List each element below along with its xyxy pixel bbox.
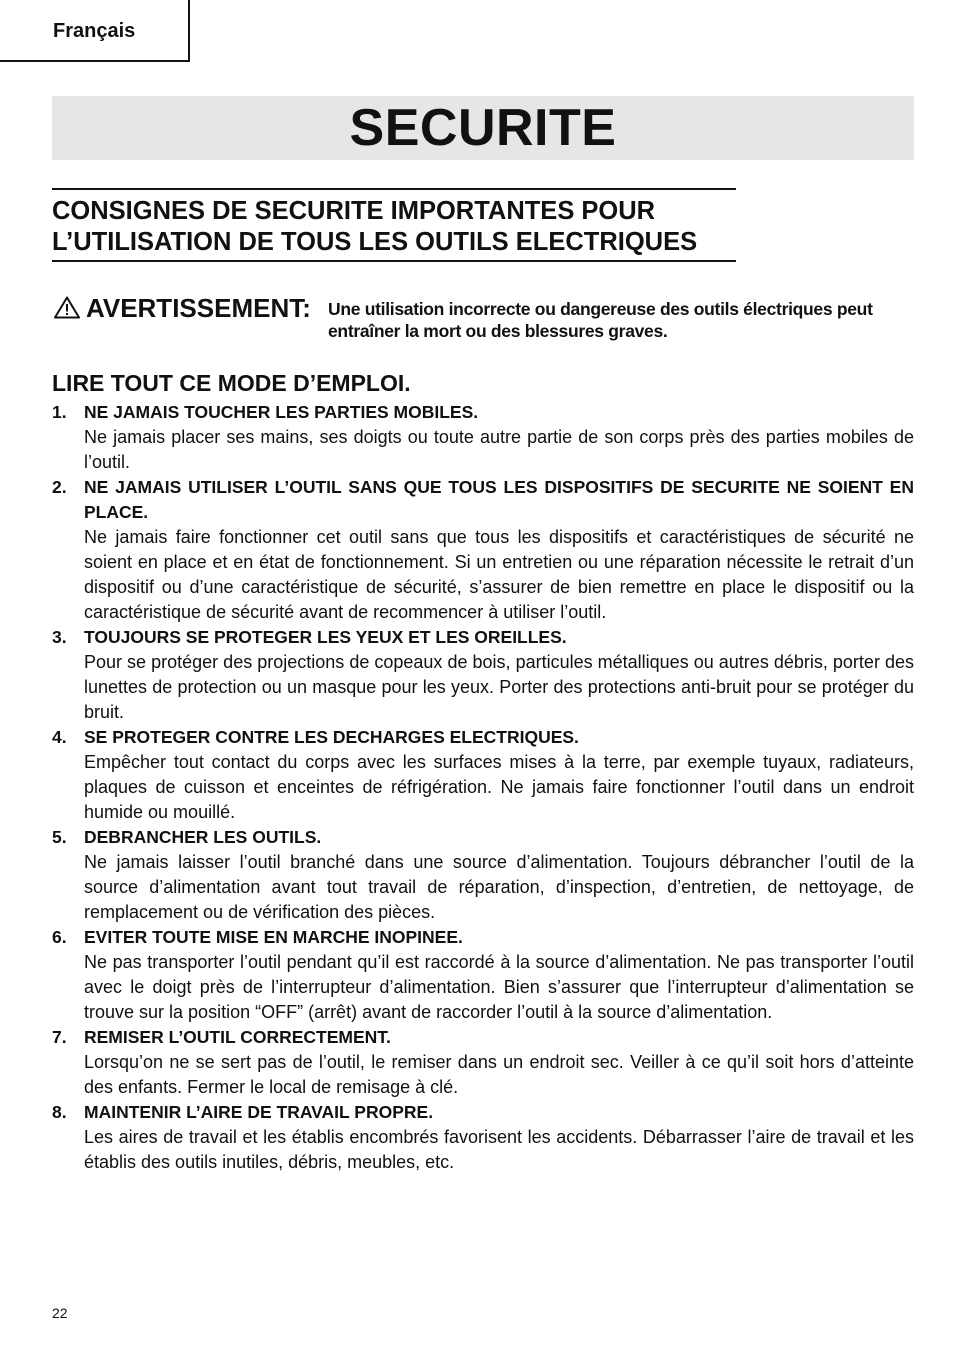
rule-heading: NE JAMAIS UTILISER L’OUTIL SANS QUE TOUS LES DISPOSITIFS DE SECURITE NE SOIENT EN PLACE. — [84, 477, 914, 522]
rule-text: Les aires de travail et les établis encombrés favorisent les accidents. Débarrasser l’aire de travail et les établis des outils inutiles, débris, meubles, etc. — [84, 1127, 914, 1172]
rule-text: Empêcher tout contact du corps avec les surfaces mises à la terre, par exemple tuyaux, radiateurs, plaques de cuisson et enceintes de réfrigération. Ne jamais faire fonctionner l’outil dans un endroit humide ou mouillé. — [84, 752, 914, 822]
warning-triangle-icon — [54, 296, 80, 319]
warning-text: Une utilisation incorrecte ou dangereuse des outils électriques peut entraîner la mort ou des blessures graves. — [328, 299, 873, 341]
safety-rule — [52, 1100, 914, 1175]
warning-label: AVERTISSEMENT: — [86, 293, 311, 323]
rule-text: Ne pas transporter l’outil pendant qu’il est raccordé à la source d’alimentation. Ne pas transporter l’outil avec le doigt près de l’interrupteur d’alimentation. Bien s’assurer que l’interrupteur d’alimentation se trouve sur la position “OFF” (arrêt) avant de raccorder l’outil à la source d’alimentation. — [84, 952, 914, 1022]
page-number: 22 — [52, 1305, 68, 1321]
read-manual-heading: LIRE TOUT CE MODE D’EMPLOI. — [52, 370, 411, 396]
safety-rule — [52, 1025, 914, 1100]
page-title: SECURITE — [349, 99, 617, 157]
safety-rule — [52, 725, 914, 825]
warning-block — [52, 292, 914, 348]
safety-rule — [52, 825, 914, 925]
rule-number: 1. — [52, 402, 67, 422]
safety-rule — [52, 475, 914, 625]
rule-text: Ne jamais placer ses mains, ses doigts ou toute autre partie de son corps près des parties mobiles de l’outil. — [84, 427, 914, 472]
rule-number: 2. — [52, 477, 67, 497]
rule-number: 4. — [52, 727, 67, 747]
language-label: Français — [53, 20, 136, 42]
rule-heading: NE JAMAIS TOUCHER LES PARTIES MOBILES. — [84, 402, 479, 422]
rule-heading: MAINTENIR L’AIRE DE TRAVAIL PROPRE. — [84, 1102, 434, 1122]
rule-heading: REMISER L’OUTIL CORRECTEMENT. — [84, 1027, 391, 1047]
rule-number: 5. — [52, 827, 67, 847]
safety-rule — [52, 625, 914, 725]
rule-text: Ne jamais faire fonctionner cet outil sans que tous les dispositifs et caractéristiques de sécurité ne soient en place et en état de fonctionnement. Si un entretien ou une réparation nécessite le retrait d’un dispositif ou d’une caractéristique de sécurité, s’assurer de bien remettre en place le dispositif ou la caractéristique de sécurité avant de recommencer à utiliser l’outil. — [84, 527, 914, 622]
rule-text: Ne jamais laisser l’outil branché dans une source d’alimentation. Toujours débrancher l’outil de la source d’alimentation avant tout travail de réparation, d’inspection, d’entretien, de nettoyage, de remplacement ou de vérification des pièces. — [84, 852, 914, 922]
rule-number: 3. — [52, 627, 67, 647]
rule-heading: TOUJOURS SE PROTEGER LES YEUX ET LES OREILLES. — [84, 627, 567, 647]
rule-text: Pour se protéger des projections de copeaux de bois, particules métalliques ou autres débris, porter des lunettes de protection ou un masque pour les yeux. Porter des protections anti-bruit pour se protéger du bruit. — [84, 652, 914, 722]
rule-number: 7. — [52, 1027, 67, 1047]
rule-number: 8. — [52, 1102, 67, 1122]
rule-text: Lorsqu’on ne se sert pas de l’outil, le remiser dans un endroit sec. Veiller à ce qu’il soit hors d’atteinte des enfants. Fermer le local de remisage à clé. — [84, 1052, 914, 1097]
rule-number: 6. — [52, 927, 67, 947]
rule-heading: DEBRANCHER LES OUTILS. — [84, 827, 322, 847]
safety-rule — [52, 925, 914, 1025]
title-banner — [52, 96, 914, 160]
section-heading: CONSIGNES DE SECURITE IMPORTANTES POUR L’UTILISATION DE TOUS LES OUTILS ELECTRIQUES — [52, 188, 736, 262]
rule-heading: SE PROTEGER CONTRE LES DECHARGES ELECTRIQUES. — [84, 727, 579, 747]
language-tab — [0, 0, 190, 62]
safety-rules-list — [52, 400, 914, 1175]
rule-heading: EVITER TOUTE MISE EN MARCHE INOPINEE. — [84, 927, 463, 947]
safety-rule — [52, 400, 914, 475]
